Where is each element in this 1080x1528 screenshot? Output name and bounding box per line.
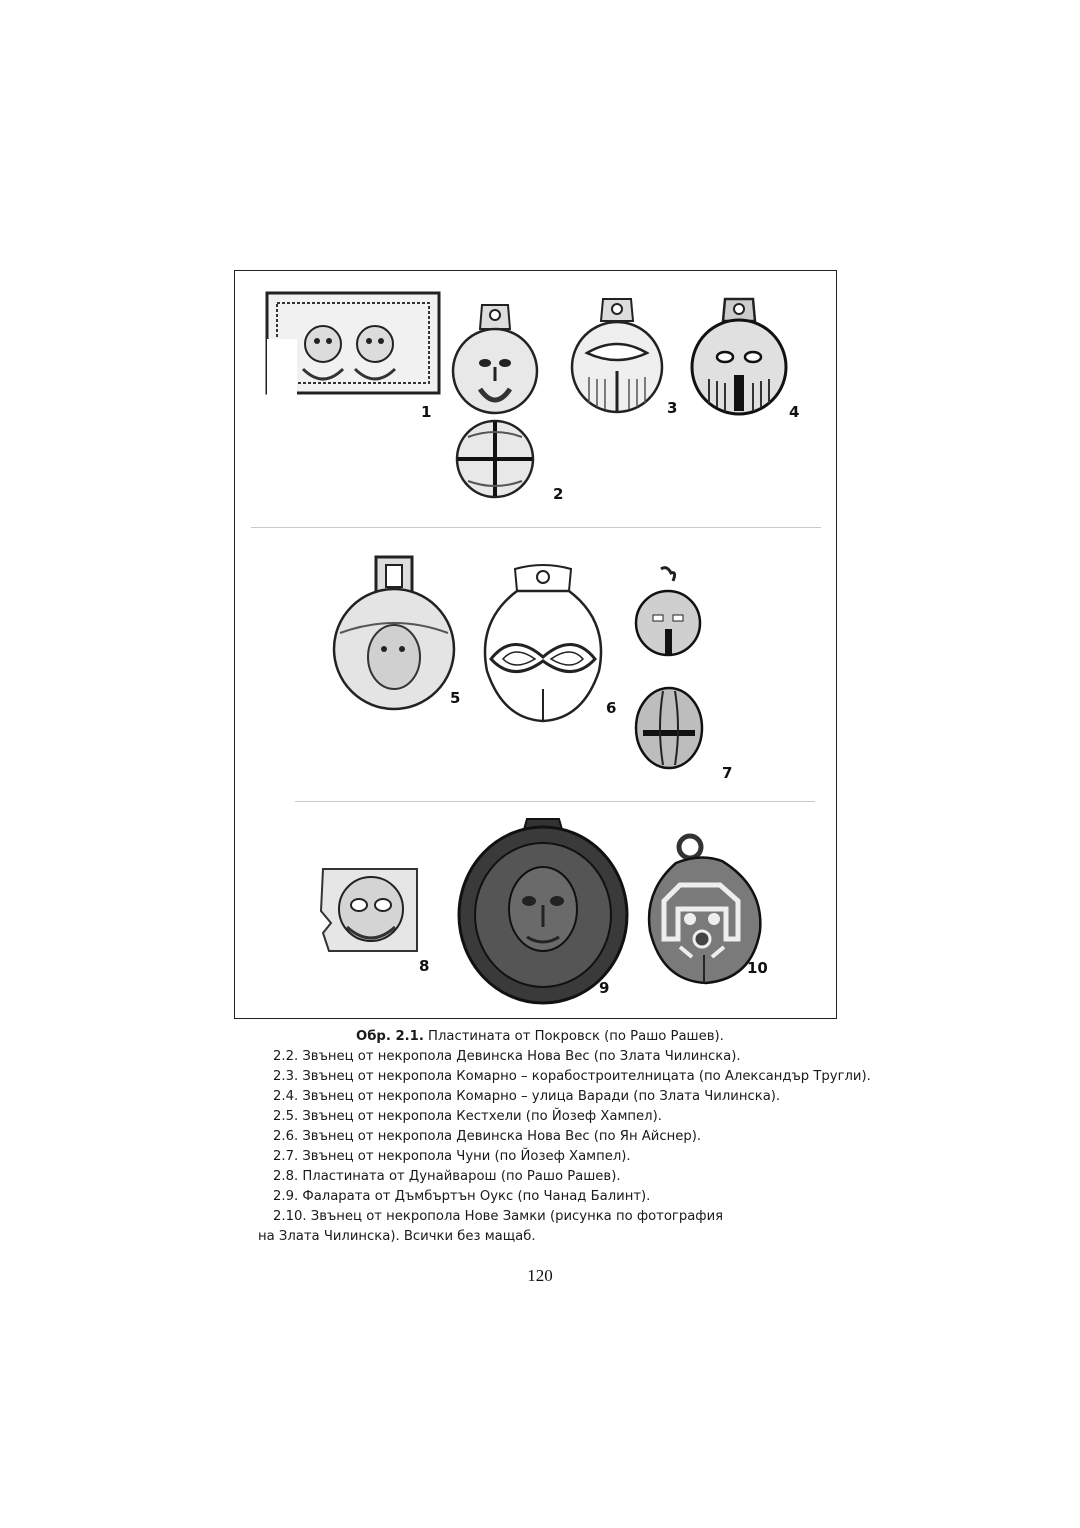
figure-label-6: 6: [606, 699, 617, 717]
bell-drawing-mask: [567, 295, 667, 415]
figure-label-4: 4: [789, 403, 800, 421]
caption-figure-number: Обр. 2.1.: [356, 1029, 424, 1044]
page-number: 120: [527, 1266, 553, 1285]
figure-label-2: 2: [553, 485, 564, 503]
caption-line: 2.5. Звънец от некропола Кестхели (по Йозеф Хампел).: [273, 1109, 662, 1124]
figure-label-5: 5: [450, 689, 461, 707]
figure-plate: [234, 270, 837, 1019]
caption-lead-text: Пластината от Покровск (по Рашо Рашев).: [423, 1029, 724, 1044]
caption-lead: [356, 1028, 724, 1045]
caption-line: 2.6. Звънец от некропола Девинска Нова Вес (по Ян Айснер).: [273, 1129, 702, 1144]
phalera-drawing: [453, 815, 633, 1005]
section-divider: [251, 527, 821, 528]
figure-label-1: 1: [421, 403, 432, 421]
plaque-drawing: [263, 289, 443, 399]
caption-line: 2.9. Фаларата от Дъмбъртън Оукс (по Чанад Балинт).: [273, 1189, 651, 1204]
figure-label-9: 9: [599, 979, 610, 997]
bell-drawing-sphere: [450, 419, 540, 501]
caption-line: 2.4. Звънец от некропола Комарно – улица Варади (по Злата Чилинска).: [273, 1089, 781, 1104]
bell-drawing-loop: [330, 553, 460, 713]
figure-label-10: 10: [747, 959, 768, 977]
caption-line: на Злата Чилинска). Всички без мащаб.: [258, 1229, 536, 1244]
section-divider: [295, 801, 815, 802]
bell-drawing-bearded: [687, 295, 792, 419]
figure-label-3: 3: [667, 399, 678, 417]
bell-drawing-outline: [473, 561, 613, 726]
figure-label-7: 7: [722, 764, 733, 782]
caption-line: 2.3. Звънец от некропола Комарно – корабостроителницата (по Александър Тругли).: [273, 1069, 871, 1084]
figure-label-8: 8: [419, 957, 430, 975]
bell-drawing-striped: [633, 685, 705, 771]
bell-drawing-small-sphere: [633, 565, 703, 675]
caption-line: 2.10. Звънец от некропола Нове Замки (рисунка по фотография: [273, 1209, 724, 1224]
plaque-drawing-small: [317, 863, 427, 958]
caption-line: 2.2. Звънец от некропола Девинска Нова Вес (по Злата Чилинска).: [273, 1049, 741, 1064]
caption-line: 2.7. Звънец от некропола Чуни (по Йозеф Хампел).: [273, 1149, 631, 1164]
bell-drawing-face: [450, 301, 540, 416]
caption-line: 2.8. Пластината от Дунайварош (по Рашо Рашев).: [273, 1169, 621, 1184]
